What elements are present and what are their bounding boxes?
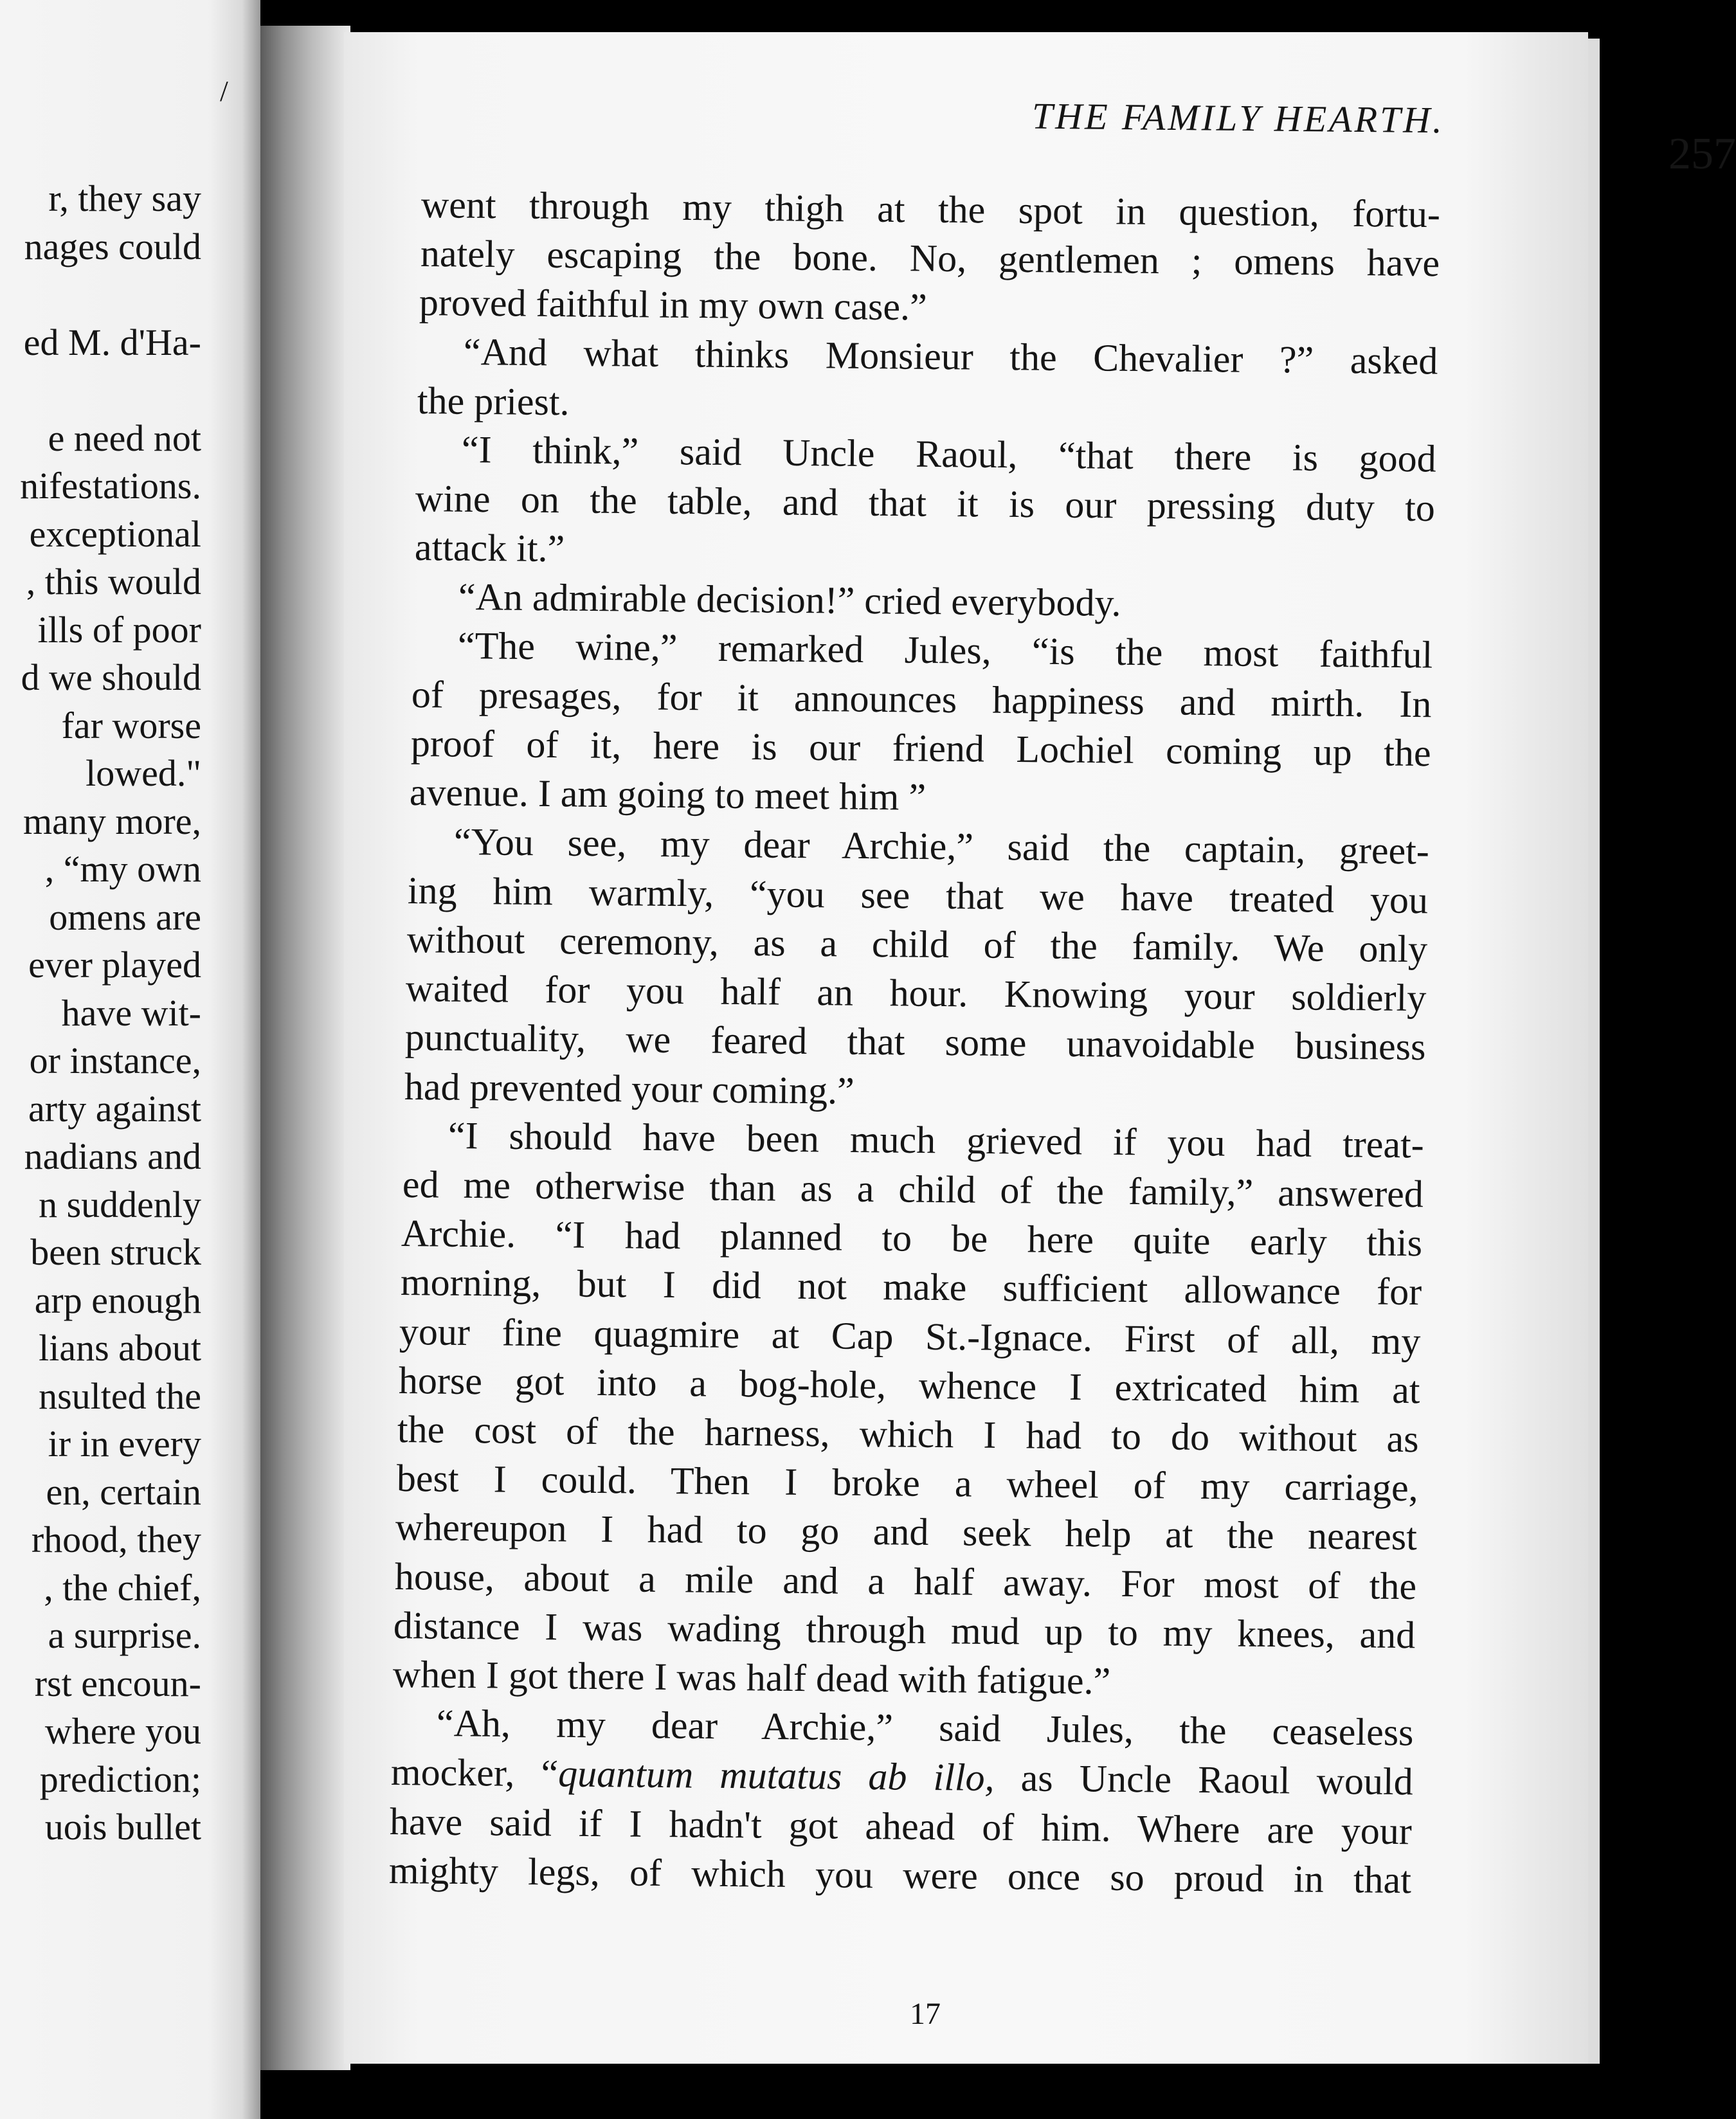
left-page-mark: /: [220, 75, 228, 107]
left-page-line: rhood, they: [31, 1519, 201, 1560]
left-page-line: ir in every: [48, 1423, 201, 1465]
left-page-line: e need not: [48, 417, 201, 459]
page-body-text: [344, 32, 1588, 2064]
body-line: “The wine,” remarked Jules, “is the most faithful: [457, 624, 1433, 676]
latin-quotation: quantum mutatus ab illo,: [557, 1752, 995, 1799]
left-page-line: ed M. d'Ha-: [23, 321, 201, 363]
body-line: mighty legs, of which you were once so proud in that: [388, 1848, 1412, 1902]
left-page-line: have wit-: [61, 991, 201, 1034]
body-line: “Ah, my dear Archie,” said Jules, the ceaseless: [437, 1702, 1415, 1754]
left-page-line: nifestations.: [20, 465, 201, 507]
left-page-line: been struck: [30, 1231, 201, 1273]
body-line: “You see, my dear Archie,” said the captain, greet-: [453, 820, 1430, 872]
body-line: house, about a mile and a half away. For most of the: [394, 1555, 1417, 1607]
body-line: punctuality, we feared that some unavoidable business: [404, 1016, 1426, 1069]
body-line: proof of it, here is our friend Lochiel coming up the: [410, 722, 1431, 775]
body-line: whereupon I had to go and seek help at the nearest: [395, 1506, 1418, 1558]
left-page-line: or instance,: [29, 1040, 201, 1081]
left-page-line: arp enough: [34, 1279, 201, 1321]
left-page-line: , the chief,: [44, 1566, 201, 1609]
left-page-line: , “my own: [44, 848, 201, 890]
left-page-line: , this would: [26, 561, 201, 602]
book-gutter: [260, 26, 350, 2070]
body-line: when I got there I was half dead with fatigue.”: [392, 1653, 1111, 1702]
left-page-line: arty against: [28, 1087, 201, 1130]
body-line: attack it.”: [414, 526, 565, 570]
left-page-line: many more,: [23, 800, 201, 842]
left-page-line: omens are: [49, 896, 201, 938]
left-page-line: nadians and: [24, 1135, 201, 1177]
body-line: Archie. “I had planned to be here quite early this: [401, 1212, 1423, 1265]
body-line: had prevented your coming.”: [404, 1065, 854, 1112]
left-page-line: uois bullet: [44, 1806, 201, 1848]
body-line: nately escaping the bone. No, gentlemen ; omens have: [420, 232, 1440, 285]
left-page-line: nsulted the: [39, 1375, 201, 1417]
body-line: without ceremony, as a child of the family. We only: [406, 918, 1428, 971]
body-line: went through my thigh at the spot in question, fortu-: [420, 183, 1441, 236]
body-line: your fine quagmire at Cap St.-Ignace. First of all, my: [399, 1310, 1421, 1362]
body-line-text: as Uncle Raoul would: [994, 1756, 1413, 1803]
body-line: ing him warmly, “you see that we have treated you: [408, 869, 1429, 922]
left-page-line: r, they say: [48, 177, 201, 219]
left-page-line: ever played: [28, 944, 201, 986]
body-line: of presages, for it announces happiness and mirth. In: [411, 673, 1432, 726]
body-line: waited for you half an hour. Knowing your soldierly: [406, 967, 1427, 1020]
body-line: “I should have been much grieved if you had treat-: [448, 1114, 1425, 1166]
body-line: the cost of the harness, which I had to do without as: [397, 1408, 1420, 1461]
left-facing-page: [0, 0, 260, 2119]
right-page: [344, 32, 1736, 2064]
left-page-line: n suddenly: [39, 1183, 201, 1225]
left-page-line: exceptional: [29, 512, 201, 555]
left-page-line: rst encoun-: [34, 1662, 201, 1704]
body-line: wine on the table, and that it is our pressing duty to: [415, 477, 1436, 530]
left-page-line: d we should: [21, 656, 201, 698]
signature-mark: 17: [910, 1997, 941, 2031]
body-line: best I could. Then I broke a wheel of my carriage,: [396, 1457, 1418, 1510]
body-line: morning, but I did not make sufficient allowance for: [400, 1261, 1422, 1313]
body-line-text: mocker, “: [390, 1751, 559, 1795]
body-line: avenue. I am going to meet him ”: [410, 771, 927, 819]
left-page-line: ills of poor: [37, 608, 201, 651]
left-page-line: prediction;: [39, 1758, 201, 1800]
body-line: proved faithful in my own case.”: [419, 281, 928, 329]
left-page-line: far worse: [61, 704, 201, 746]
page-edge: [1588, 39, 1600, 2064]
left-page-line: lians about: [39, 1327, 201, 1369]
body-line: the priest.: [417, 379, 570, 424]
left-page-line: where you: [44, 1710, 201, 1752]
left-page-line: en, certain: [46, 1470, 201, 1513]
body-line: have said if I hadn't got ahead of him. Where are your: [390, 1799, 1413, 1852]
body-line: “An admirable decision!” cried everybody.: [458, 575, 1122, 624]
page-number: 257: [1668, 129, 1736, 179]
running-head: THE FAMILY HEARTH.: [1031, 95, 1445, 141]
left-page-text: [0, 0, 260, 2119]
left-page-line: lowed.": [86, 752, 201, 794]
left-page-line: nages could: [24, 225, 201, 267]
body-line: horse got into a bog-hole, whence I extricated him at: [398, 1358, 1420, 1412]
body-line: distance I was wading through mud up to my knees, and: [393, 1603, 1416, 1657]
body-line: [391, 1753, 1413, 1801]
left-page-line: a surprise.: [48, 1614, 201, 1656]
body-line: “And what thinks Monsieur the Chevalier ?” asked: [463, 330, 1438, 383]
body-line: ed me otherwise than as a child of the family,” answered: [402, 1163, 1424, 1216]
body-line: “I think,” said Uncle Raoul, “that there is good: [461, 428, 1436, 480]
